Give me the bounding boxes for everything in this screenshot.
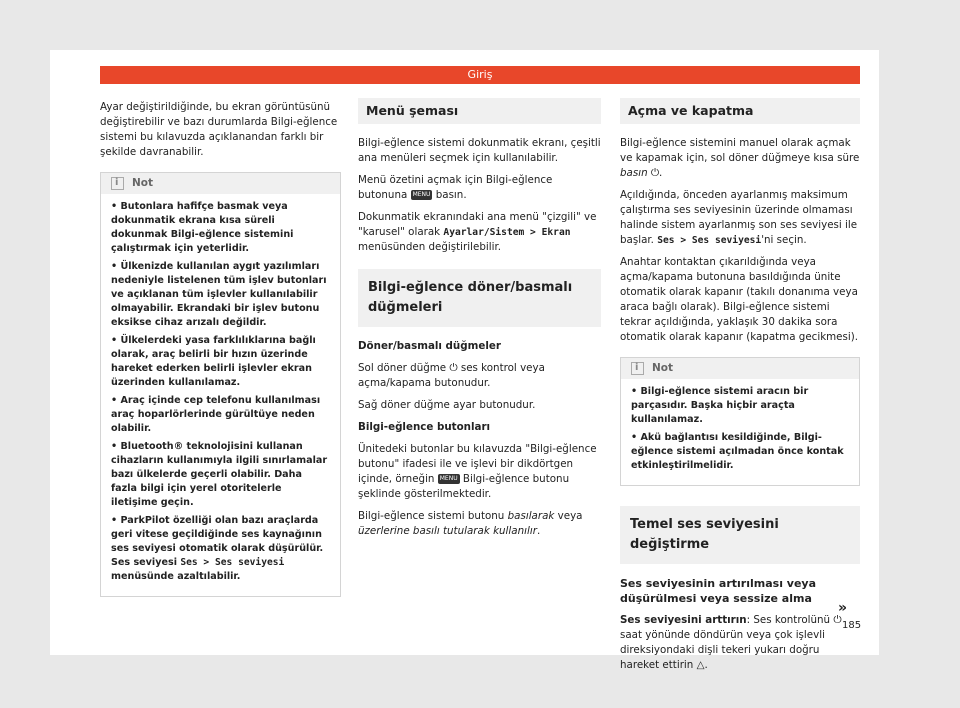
paragraph: [620, 136, 860, 181]
note-bullet: [111, 514, 330, 584]
text: Bilgi-eğlence sistemi butonu: [358, 510, 508, 522]
column-middle: [358, 100, 601, 546]
subheading: Bilgi-eğlence butonları: [358, 421, 491, 433]
heading-knobs: Bilgi-eğlence döner/basmalı düğmeleri: [358, 269, 601, 327]
heading-on-off: Açma ve kapatma: [620, 98, 860, 124]
paragraph: [358, 210, 601, 255]
paragraph: Bilgi-eğlence sistemi dokunmatik ekranı, çeşitli ana menüleri seçmek için kullanılabilir.: [358, 137, 601, 164]
paragraph: [620, 613, 860, 673]
subheading: Ses seviyesinin artırılması veya düşürülmesi veya sessize alma: [620, 577, 817, 605]
note-bullet: • Ülkelerdeki yasa farklılıklarına bağlı olarak, araç belirli bir hızın üzerinde hareket ederken belirli işlevler ekran üzerinden kullanılamaz.: [111, 335, 316, 388]
bold-text: Ses seviyesini arttırın: [620, 614, 747, 626]
heading-menu-schema: Menü şeması: [358, 98, 601, 124]
note-bullet: • Akü bağlantısı kesildiğinde, Bilgi-eğlence sistemi açılmadan önce kontak etkinleştirilmelidir.: [631, 432, 844, 471]
text: Bilgi-eğlence sistemini manuel olarak açmak ve kapamak için, sol döner düğmeye kısa süre: [620, 137, 860, 164]
note-box: [620, 357, 860, 486]
text: veya: [554, 510, 583, 522]
text: basın.: [435, 189, 467, 201]
text: menüsünden değiştirilebilir.: [358, 241, 502, 253]
column-right: [620, 100, 860, 680]
paragraph: [358, 173, 601, 203]
info-icon: [111, 177, 124, 190]
menu-path: Ses > Ses seviyesi: [180, 557, 285, 568]
note-body: [101, 194, 340, 596]
note-header: [621, 358, 859, 379]
continue-arrow: »: [838, 600, 848, 616]
note-body: [621, 379, 859, 485]
menu-button-icon: MENU: [412, 191, 431, 198]
paragraph: Sağ döner düğme ayar butonudur.: [358, 399, 536, 411]
note-title: Not: [652, 362, 674, 374]
emphasis: basın: [620, 167, 648, 179]
note-bullet: • Butonlara hafifçe basmak veya dokunmatik ekrana kısa süreli dokunmak Bilgi-eğlence sistemini çalıştırmak için yeterlidir.: [111, 201, 294, 254]
emphasis: üzerlerine basılı tutularak kullanılır: [358, 525, 537, 537]
text: Açıldığında, önceden ayarlanmış maksimum çalıştırma ses seviyesinin üzerinde olmaması halinde sistem ayarlanmış son ses seviyesi ile başlar.: [620, 189, 858, 246]
note-bullet: • Araç içinde cep telefonu kullanılması araç hoparlörlerinde gürültüye neden olabilir.: [111, 395, 321, 434]
note-bullet: • Bluetooth® teknolojisini kullanan cihazların kullanımıyla ilgili sınırlamalar bazı ülkelerde geçerli olabilir. Daha fazla bilgi için yerel otoritelerle iletişime geçin.: [111, 441, 328, 508]
emphasis: basılarak: [507, 510, 555, 522]
intro-text: Ayar değiştirildiğinde, bu ekran görüntüsünü değiştirebilir ve bazı durumlarda Bilgi-eğlence sistemi bu kılavuzda açıklanandan farklı bir şekilde davranabilir.: [100, 101, 338, 158]
section-header: Giriş: [100, 66, 860, 84]
page-number: 185: [842, 620, 862, 631]
note-title: Not: [132, 177, 154, 189]
column-left: [100, 100, 341, 597]
text: Dokunmatik ekranındaki ana menü "çizgili" ve "karusel" olarak: [358, 211, 597, 238]
info-icon: [631, 362, 644, 375]
heading-volume: Temel ses seviyesini değiştirme: [620, 506, 860, 564]
text: Ünitedeki butonlar bu kılavuzda "Bilgi-eğlence butonu" ifadesi ile ve işlevi bir dikdörtgen içinde, örneğin: [358, 443, 597, 485]
menu-button-icon: MENU: [439, 475, 458, 482]
menu-path: Ses > Ses seviyesi: [657, 235, 762, 246]
subheading: Döner/basmalı düğmeler: [358, 340, 501, 352]
text: ⏻.: [647, 167, 663, 179]
text: .: [536, 525, 541, 537]
paragraph: [358, 442, 601, 502]
note-bullet: • Ülkenizde kullanılan aygıt yazılımları nedeniyle listelenen tüm işlev butonları ve açıklanan tüm işlevler kullanılabilir olmayabilir. Ekrandaki bir işlev butonu eksikse cihaz arızalı değildir.: [111, 261, 327, 328]
text: 'ni seçin.: [761, 234, 807, 246]
text: Menü özetini açmak için Bilgi-eğlence butonuna: [358, 174, 553, 201]
paragraph: [620, 188, 860, 248]
note-bullet: • Bilgi-eğlence sistemi aracın bir parçasıdır. Başka hiçbir araçta kullanılamaz.: [631, 386, 809, 425]
text: Bilgi-eğlence butonu şeklinde gösterilmektedir.: [358, 473, 570, 500]
note-header: [101, 173, 340, 194]
paragraph: Anahtar kontaktan çıkarıldığında veya açma/kapama butonuna basıldığında ünite otomatik olarak kapanır (takılı donanıma veya araca bağlı olarak). Bilgi-eğlence sistemi tekrar açıldığında, yaklaşık 30 dakika sora otomatik olarak kapanır (kapatma gecikmesi).: [620, 256, 859, 343]
note-box: [100, 172, 341, 597]
text: : Ses kontrolünü ⏻ saat yönünde döndürün veya çok işlevli direksiyondaki dişli tekeri yukarı doğru hareket ettirin △.: [620, 614, 842, 671]
paragraph: Sol döner düğme ⏻ ses kontrol veya açma/kapama butonudur.: [358, 362, 545, 389]
bullet-text: menüsünde azaltılabilir.: [111, 571, 241, 582]
bullet-text: • ParkPilot özelliği olan bazı araçlarda geri vitese geçildiğinde ses kaynağının ses seviyesi otomatik olarak düşürülür. Ses seviyesi: [111, 515, 324, 568]
menu-path: Ayarlar/Sistem > Ekran: [443, 227, 571, 238]
paragraph: [358, 509, 601, 539]
